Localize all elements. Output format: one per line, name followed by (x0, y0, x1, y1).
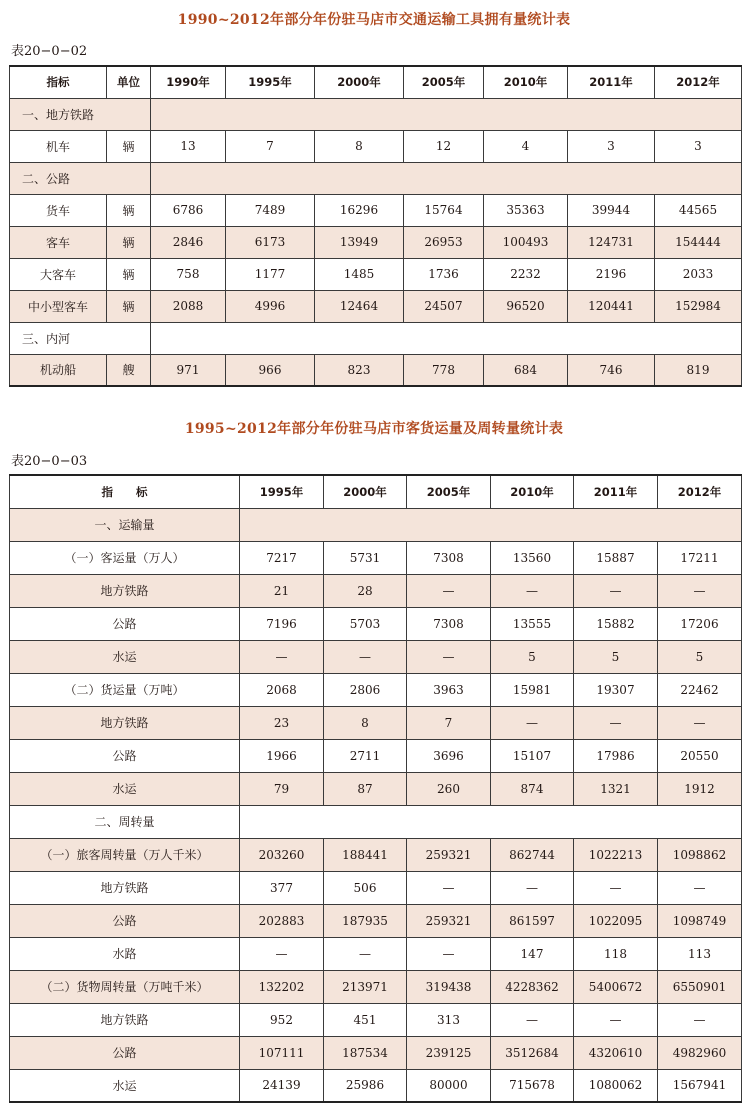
value-cell: 6550901 (658, 970, 742, 1003)
value-cell: 7308 (407, 607, 491, 640)
table2-row (10, 904, 742, 937)
empty-cell (151, 162, 742, 194)
value-cell: 80000 (407, 1069, 491, 1102)
value-cell: 3512684 (491, 1036, 574, 1069)
row-label: 机动船 (10, 354, 107, 386)
table2-row (10, 1069, 742, 1102)
value-cell: 1966 (240, 739, 324, 772)
value-cell: 7489 (226, 194, 315, 226)
table2-row (10, 805, 742, 838)
row-label: 公路 (10, 739, 240, 772)
value-cell: 187534 (324, 1036, 407, 1069)
table2-header-cell: 2000年 (324, 475, 407, 508)
value-cell: 1177 (226, 258, 315, 290)
value-cell: 1098749 (658, 904, 742, 937)
table1-header-cell: 2005年 (404, 66, 484, 98)
value-cell: 239125 (407, 1036, 491, 1069)
section-heading: 一、运输量 (10, 508, 240, 541)
table1-header-cell: 1990年 (151, 66, 226, 98)
row-label: 公路 (10, 1036, 240, 1069)
table2-header-cell: 1995年 (240, 475, 324, 508)
value-cell: 23 (240, 706, 324, 739)
value-cell: 100493 (484, 226, 568, 258)
section-heading: 二、周转量 (10, 805, 240, 838)
value-cell: — (407, 640, 491, 673)
table2-row (10, 640, 742, 673)
value-cell: 79 (240, 772, 324, 805)
value-cell: 202883 (240, 904, 324, 937)
value-cell: 16296 (315, 194, 404, 226)
empty-cell (240, 508, 742, 541)
value-cell: 823 (315, 354, 404, 386)
value-cell: — (491, 574, 574, 607)
value-cell: 2033 (655, 258, 742, 290)
section-heading: 二、公路 (10, 162, 151, 194)
table1-header-cell: 2000年 (315, 66, 404, 98)
row-label: 水运 (10, 1069, 240, 1102)
value-cell: 952 (240, 1003, 324, 1036)
value-cell: 15107 (491, 739, 574, 772)
vehicle-ownership-table (9, 65, 742, 387)
row-label: （二）货物周转量（万吨千米） (10, 970, 240, 1003)
value-cell: — (324, 640, 407, 673)
table2-row (10, 1003, 742, 1036)
table2-row (10, 673, 742, 706)
value-cell: 12464 (315, 290, 404, 322)
table1-title: 1990~2012年部分年份驻马店市交通运输工具拥有量统计表 (177, 12, 571, 28)
table2-row (10, 739, 742, 772)
value-cell: 1080062 (574, 1069, 658, 1102)
value-cell: — (658, 706, 742, 739)
row-label: 水路 (10, 937, 240, 970)
value-cell: 1567941 (658, 1069, 742, 1102)
section-heading: 三、内河 (10, 322, 151, 354)
table1-row (10, 194, 742, 226)
value-cell: — (491, 706, 574, 739)
value-cell: 87 (324, 772, 407, 805)
value-cell: — (324, 937, 407, 970)
table2-row (10, 574, 742, 607)
value-cell: 118 (574, 937, 658, 970)
table1-header-cell: 2010年 (484, 66, 568, 98)
table2-header-cell: 2010年 (491, 475, 574, 508)
value-cell: 17986 (574, 739, 658, 772)
row-label: 公路 (10, 904, 240, 937)
value-cell: 4 (484, 130, 568, 162)
table1-row (10, 226, 742, 258)
table2-row (10, 1036, 742, 1069)
value-cell: 259321 (407, 904, 491, 937)
value-cell: 313 (407, 1003, 491, 1036)
value-cell: 4228362 (491, 970, 574, 1003)
value-cell: 684 (484, 354, 568, 386)
table1-header-cell: 2012年 (655, 66, 742, 98)
table2-row (10, 508, 742, 541)
value-cell: 319438 (407, 970, 491, 1003)
value-cell: 28 (324, 574, 407, 607)
value-cell: 26953 (404, 226, 484, 258)
value-cell: 8 (324, 706, 407, 739)
value-cell: 1022213 (574, 838, 658, 871)
value-cell: — (407, 871, 491, 904)
empty-cell (151, 322, 742, 354)
value-cell: 154444 (655, 226, 742, 258)
value-cell: 15764 (404, 194, 484, 226)
table2-title: 1995~2012年部分年份驻马店市客货运量及周转量统计表 (184, 421, 564, 437)
table1-header-cell: 1995年 (226, 66, 315, 98)
unit-cell: 辆 (107, 290, 151, 322)
value-cell: 7 (407, 706, 491, 739)
value-cell: 1485 (315, 258, 404, 290)
value-cell: 2806 (324, 673, 407, 706)
table1-row (10, 354, 742, 386)
value-cell: 24139 (240, 1069, 324, 1102)
value-cell: 3696 (407, 739, 491, 772)
unit-cell: 辆 (107, 194, 151, 226)
value-cell: 188441 (324, 838, 407, 871)
row-label: 货车 (10, 194, 107, 226)
row-label: （一）客运量（万人） (10, 541, 240, 574)
table2-number: 表20−0−03 (11, 454, 88, 469)
unit-cell: 辆 (107, 130, 151, 162)
value-cell: 21 (240, 574, 324, 607)
value-cell: 861597 (491, 904, 574, 937)
value-cell: 3963 (407, 673, 491, 706)
value-cell: 5 (574, 640, 658, 673)
table2-header-cell: 2012年 (658, 475, 742, 508)
value-cell: — (574, 706, 658, 739)
row-label: （一）旅客周转量（万人千米） (10, 838, 240, 871)
value-cell: 187935 (324, 904, 407, 937)
value-cell: 966 (226, 354, 315, 386)
unit-cell: 艘 (107, 354, 151, 386)
value-cell: 715678 (491, 1069, 574, 1102)
row-label: （二）货运量（万吨） (10, 673, 240, 706)
row-label: 地方铁路 (10, 706, 240, 739)
table2-row (10, 706, 742, 739)
value-cell: 5703 (324, 607, 407, 640)
table2-row (10, 541, 742, 574)
table1-number: 表20−0−02 (11, 44, 88, 59)
section-heading: 一、地方铁路 (10, 98, 151, 130)
value-cell: 6786 (151, 194, 226, 226)
value-cell: 3 (568, 130, 655, 162)
value-cell: 124731 (568, 226, 655, 258)
row-label: 地方铁路 (10, 1003, 240, 1036)
value-cell: 4996 (226, 290, 315, 322)
value-cell: 120441 (568, 290, 655, 322)
value-cell: — (574, 871, 658, 904)
value-cell: 862744 (491, 838, 574, 871)
value-cell: 2232 (484, 258, 568, 290)
row-label: 水运 (10, 772, 240, 805)
value-cell: 5400672 (574, 970, 658, 1003)
table2-header-cell: 2011年 (574, 475, 658, 508)
value-cell: — (491, 871, 574, 904)
value-cell: 260 (407, 772, 491, 805)
value-cell: 451 (324, 1003, 407, 1036)
unit-cell: 辆 (107, 226, 151, 258)
value-cell: 874 (491, 772, 574, 805)
value-cell: 5731 (324, 541, 407, 574)
value-cell: 147 (491, 937, 574, 970)
value-cell: 17206 (658, 607, 742, 640)
table2-row (10, 970, 742, 1003)
table2-row (10, 772, 742, 805)
value-cell: 2088 (151, 290, 226, 322)
table1-row (10, 98, 742, 130)
value-cell: — (491, 1003, 574, 1036)
table2-row (10, 871, 742, 904)
row-label: 客车 (10, 226, 107, 258)
value-cell: 15981 (491, 673, 574, 706)
table2-row (10, 838, 742, 871)
value-cell: 15882 (574, 607, 658, 640)
table1-row (10, 162, 742, 194)
value-cell: — (407, 574, 491, 607)
value-cell: 13 (151, 130, 226, 162)
value-cell: 5 (491, 640, 574, 673)
value-cell: — (658, 871, 742, 904)
value-cell: 8 (315, 130, 404, 162)
table1-row (10, 322, 742, 354)
empty-cell (151, 98, 742, 130)
value-cell: — (240, 640, 324, 673)
value-cell: 1736 (404, 258, 484, 290)
value-cell: 13555 (491, 607, 574, 640)
value-cell: 13560 (491, 541, 574, 574)
value-cell: 22462 (658, 673, 742, 706)
value-cell: 13949 (315, 226, 404, 258)
value-cell: 819 (655, 354, 742, 386)
value-cell: 1098862 (658, 838, 742, 871)
unit-cell: 辆 (107, 258, 151, 290)
value-cell: 44565 (655, 194, 742, 226)
empty-cell (240, 805, 742, 838)
table2-header-cell: 指 标 (10, 475, 240, 508)
value-cell: 377 (240, 871, 324, 904)
table2-row (10, 607, 742, 640)
value-cell: 2846 (151, 226, 226, 258)
value-cell: 152984 (655, 290, 742, 322)
value-cell: 20550 (658, 739, 742, 772)
row-label: 中小型客车 (10, 290, 107, 322)
value-cell: 7217 (240, 541, 324, 574)
table2-row (10, 937, 742, 970)
value-cell: 259321 (407, 838, 491, 871)
value-cell: 1022095 (574, 904, 658, 937)
value-cell: 3 (655, 130, 742, 162)
table1-header-cell: 单位 (107, 66, 151, 98)
value-cell: — (407, 937, 491, 970)
value-cell: 971 (151, 354, 226, 386)
value-cell: — (658, 574, 742, 607)
table1-row (10, 130, 742, 162)
value-cell: 7196 (240, 607, 324, 640)
table2-header-row (10, 475, 742, 508)
table1-header-row (10, 66, 742, 98)
value-cell: 12 (404, 130, 484, 162)
value-cell: — (574, 1003, 658, 1036)
value-cell: — (658, 1003, 742, 1036)
value-cell: 778 (404, 354, 484, 386)
value-cell: 746 (568, 354, 655, 386)
value-cell: 39944 (568, 194, 655, 226)
value-cell: 107111 (240, 1036, 324, 1069)
value-cell: 6173 (226, 226, 315, 258)
table1-row (10, 290, 742, 322)
value-cell: — (574, 574, 658, 607)
freight-passenger-table (9, 474, 742, 1103)
value-cell: 17211 (658, 541, 742, 574)
value-cell: 7308 (407, 541, 491, 574)
row-label: 大客车 (10, 258, 107, 290)
value-cell: 2196 (568, 258, 655, 290)
value-cell: 15887 (574, 541, 658, 574)
row-label: 水运 (10, 640, 240, 673)
table1-header-cell: 2011年 (568, 66, 655, 98)
value-cell: 1321 (574, 772, 658, 805)
value-cell: 19307 (574, 673, 658, 706)
value-cell: 1912 (658, 772, 742, 805)
row-label: 地方铁路 (10, 871, 240, 904)
table1-row (10, 258, 742, 290)
value-cell: 132202 (240, 970, 324, 1003)
table1-header-cell: 指标 (10, 66, 107, 98)
value-cell: 2068 (240, 673, 324, 706)
value-cell: 35363 (484, 194, 568, 226)
value-cell: 25986 (324, 1069, 407, 1102)
value-cell: 203260 (240, 838, 324, 871)
value-cell: 96520 (484, 290, 568, 322)
value-cell: 4320610 (574, 1036, 658, 1069)
row-label: 地方铁路 (10, 574, 240, 607)
value-cell: 213971 (324, 970, 407, 1003)
value-cell: 506 (324, 871, 407, 904)
value-cell: — (240, 937, 324, 970)
row-label: 机车 (10, 130, 107, 162)
value-cell: 113 (658, 937, 742, 970)
value-cell: 7 (226, 130, 315, 162)
value-cell: 4982960 (658, 1036, 742, 1069)
table2-header-cell: 2005年 (407, 475, 491, 508)
value-cell: 2711 (324, 739, 407, 772)
value-cell: 758 (151, 258, 226, 290)
value-cell: 5 (658, 640, 742, 673)
row-label: 公路 (10, 607, 240, 640)
value-cell: 24507 (404, 290, 484, 322)
